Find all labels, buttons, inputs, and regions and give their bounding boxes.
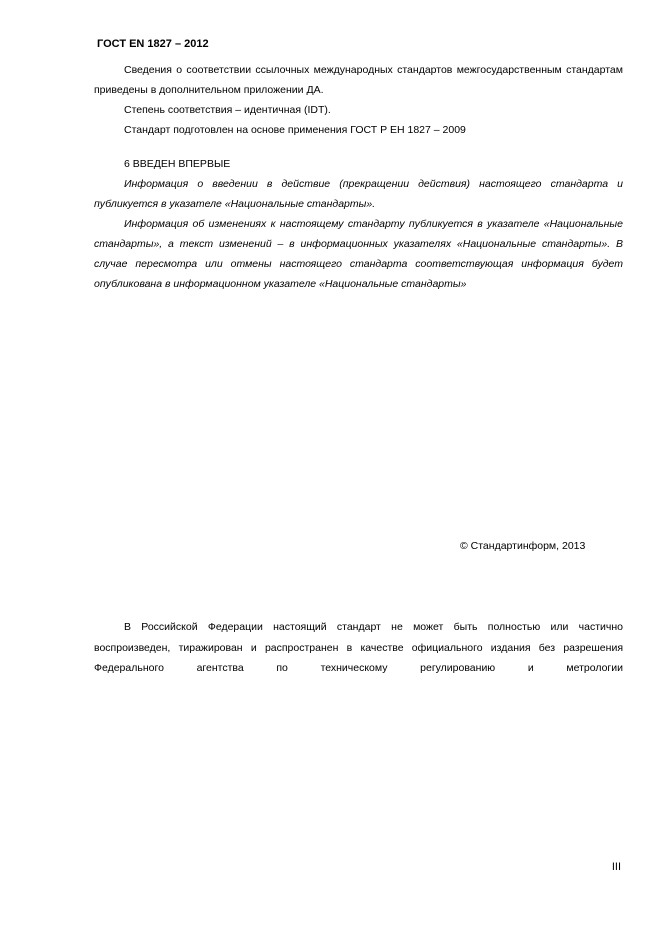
rights-notice-section [94,617,623,679]
preface-section [94,60,623,140]
section-6 [94,154,623,294]
section-6-paragraph-1: Информация о введении в действие (прекращении действия) настоящего стандарта и публикуется в указателе «Национальные стандарты». [94,178,623,210]
rights-notice: В Российской Федерации настоящий стандарт не может быть полностью или частично воспроизведен, тиражирован и распространен в качестве официального издания без разрешения Федерального агентства по техническому регулированию и метрологии [94,621,623,674]
page-number: III [611,861,621,873]
preface-paragraph-3: Стандарт подготовлен на основе применения ГОСТ Р ЕН 1827 – 2009 [124,124,466,136]
section-6-paragraph-2: Информация об изменениях к настоящему стандарту публикуется в указателе «Национальные стандарты», а текст изменений – в информационных указателях «Национальные стандарты». В случае пересмотра или отмены настоящего стандарта соответствующая информация будет опубликована в информационном указателе «Национальные стандарты» [94,218,623,290]
section-6-title: 6 ВВЕДЕН ВПЕРВЫЕ [124,158,231,170]
document-header: ГОСТ EN 1827 – 2012 [97,38,209,50]
copyright-notice: © Стандартинформ, 2013 [460,540,586,552]
preface-paragraph-1: Сведения о соответствии ссылочных международных стандартов межгосударственным стандартам приведены в дополнительном приложении ДА. [94,64,623,96]
preface-paragraph-2: Степень соответствия – идентичная (IDT). [124,104,331,116]
